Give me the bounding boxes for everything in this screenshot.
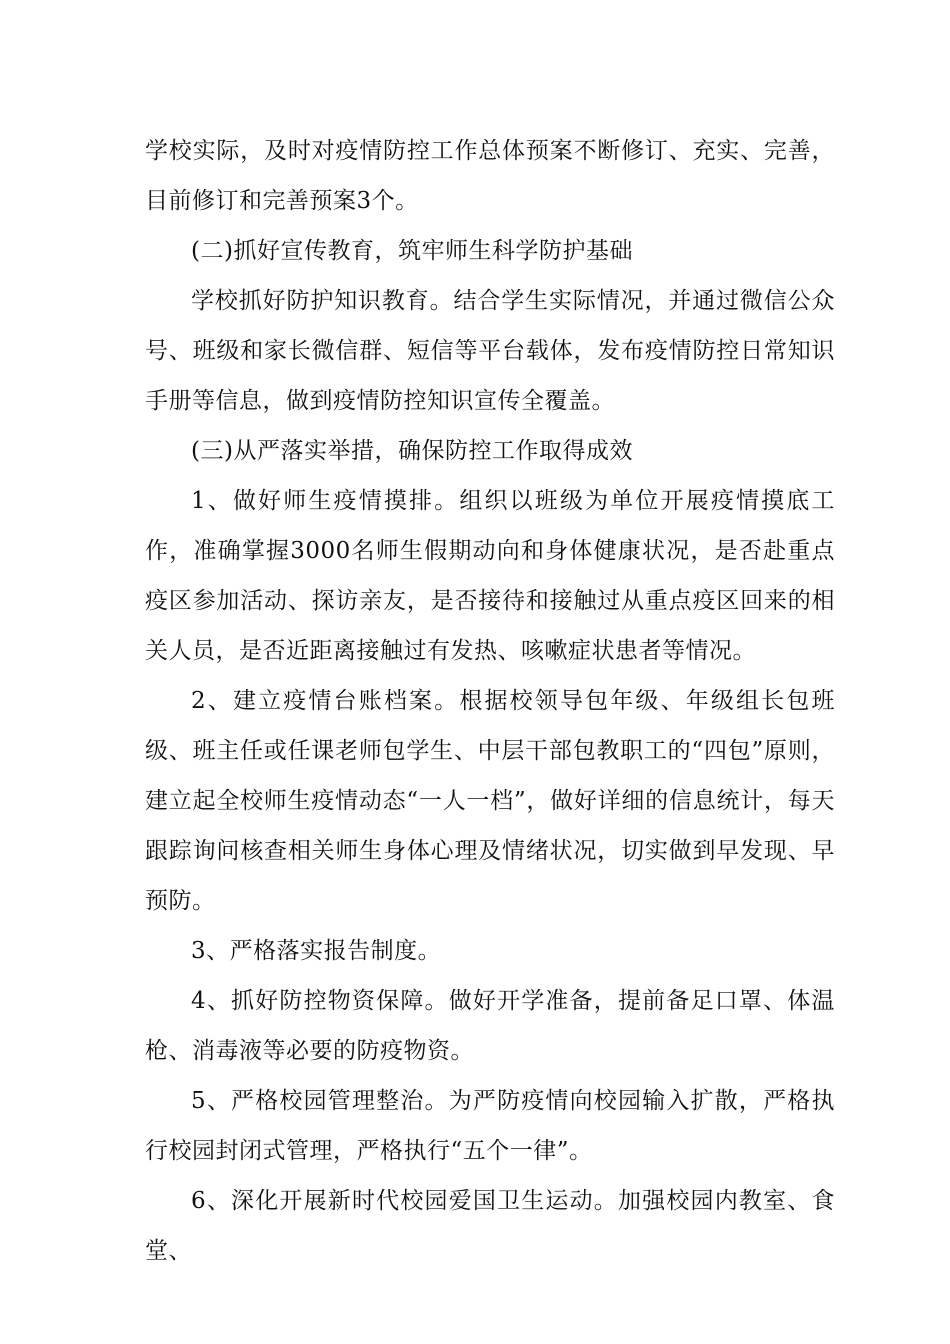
paragraph-item-2: 2、建立疫情台账档案。根据校领导包年级、年级组长包班级、班主任或任课老师包学生、中层干部包教职工的“四包”原则，建立起全校师生疫情动态“一人一档”，做好详细的信息统计，每天跟踪询问核查相关师生身体心理及情绪状况，切实做到早发现、早预防。 xyxy=(145,688,835,914)
paragraph-item-3: 3、严格落实报告制度。 xyxy=(191,938,442,964)
paragraph-item-6: 6、深化开展新时代校园爱国卫生运动。加强校园内教室、食堂、 xyxy=(145,1188,835,1264)
document-body xyxy=(145,126,835,1276)
paragraph-item-4: 4、抓好防控物资保障。做好开学准备，提前备足口罩、体温枪、消毒液等必要的防疫物资。 xyxy=(145,988,835,1064)
paragraph-continuation: 学校实际，及时对疫情防控工作总体预案不断修订、充实、完善，目前修订和完善预案3个。 xyxy=(145,138,835,214)
section-heading-2: (二)抓好宣传教育，筑牢师生科学防护基础 xyxy=(191,238,633,264)
paragraph-item-5: 5、严格校园管理整治。为严防疫情向校园输入扩散，严格执行校园封闭式管理，严格执行“五个一律”。 xyxy=(145,1088,835,1164)
section-heading-3: (三)从严落实举措，确保防控工作取得成效 xyxy=(191,438,633,464)
paragraph-item-1: 1、做好师生疫情摸排。组织以班级为单位开展疫情摸底工作，准确掌握3000名师生假期动向和身体健康状况，是否赴重点疫区参加活动、探访亲友，是否接待和接触过从重点疫区回来的相关人员，是否近距离接触过有发热、咳嗽症状患者等情况。 xyxy=(145,488,835,664)
paragraph-publicity: 学校抓好防护知识教育。结合学生实际情况，并通过微信公众号、班级和家长微信群、短信等平台载体，发布疫情防控日常知识手册等信息，做到疫情防控知识宣传全覆盖。 xyxy=(145,288,835,414)
